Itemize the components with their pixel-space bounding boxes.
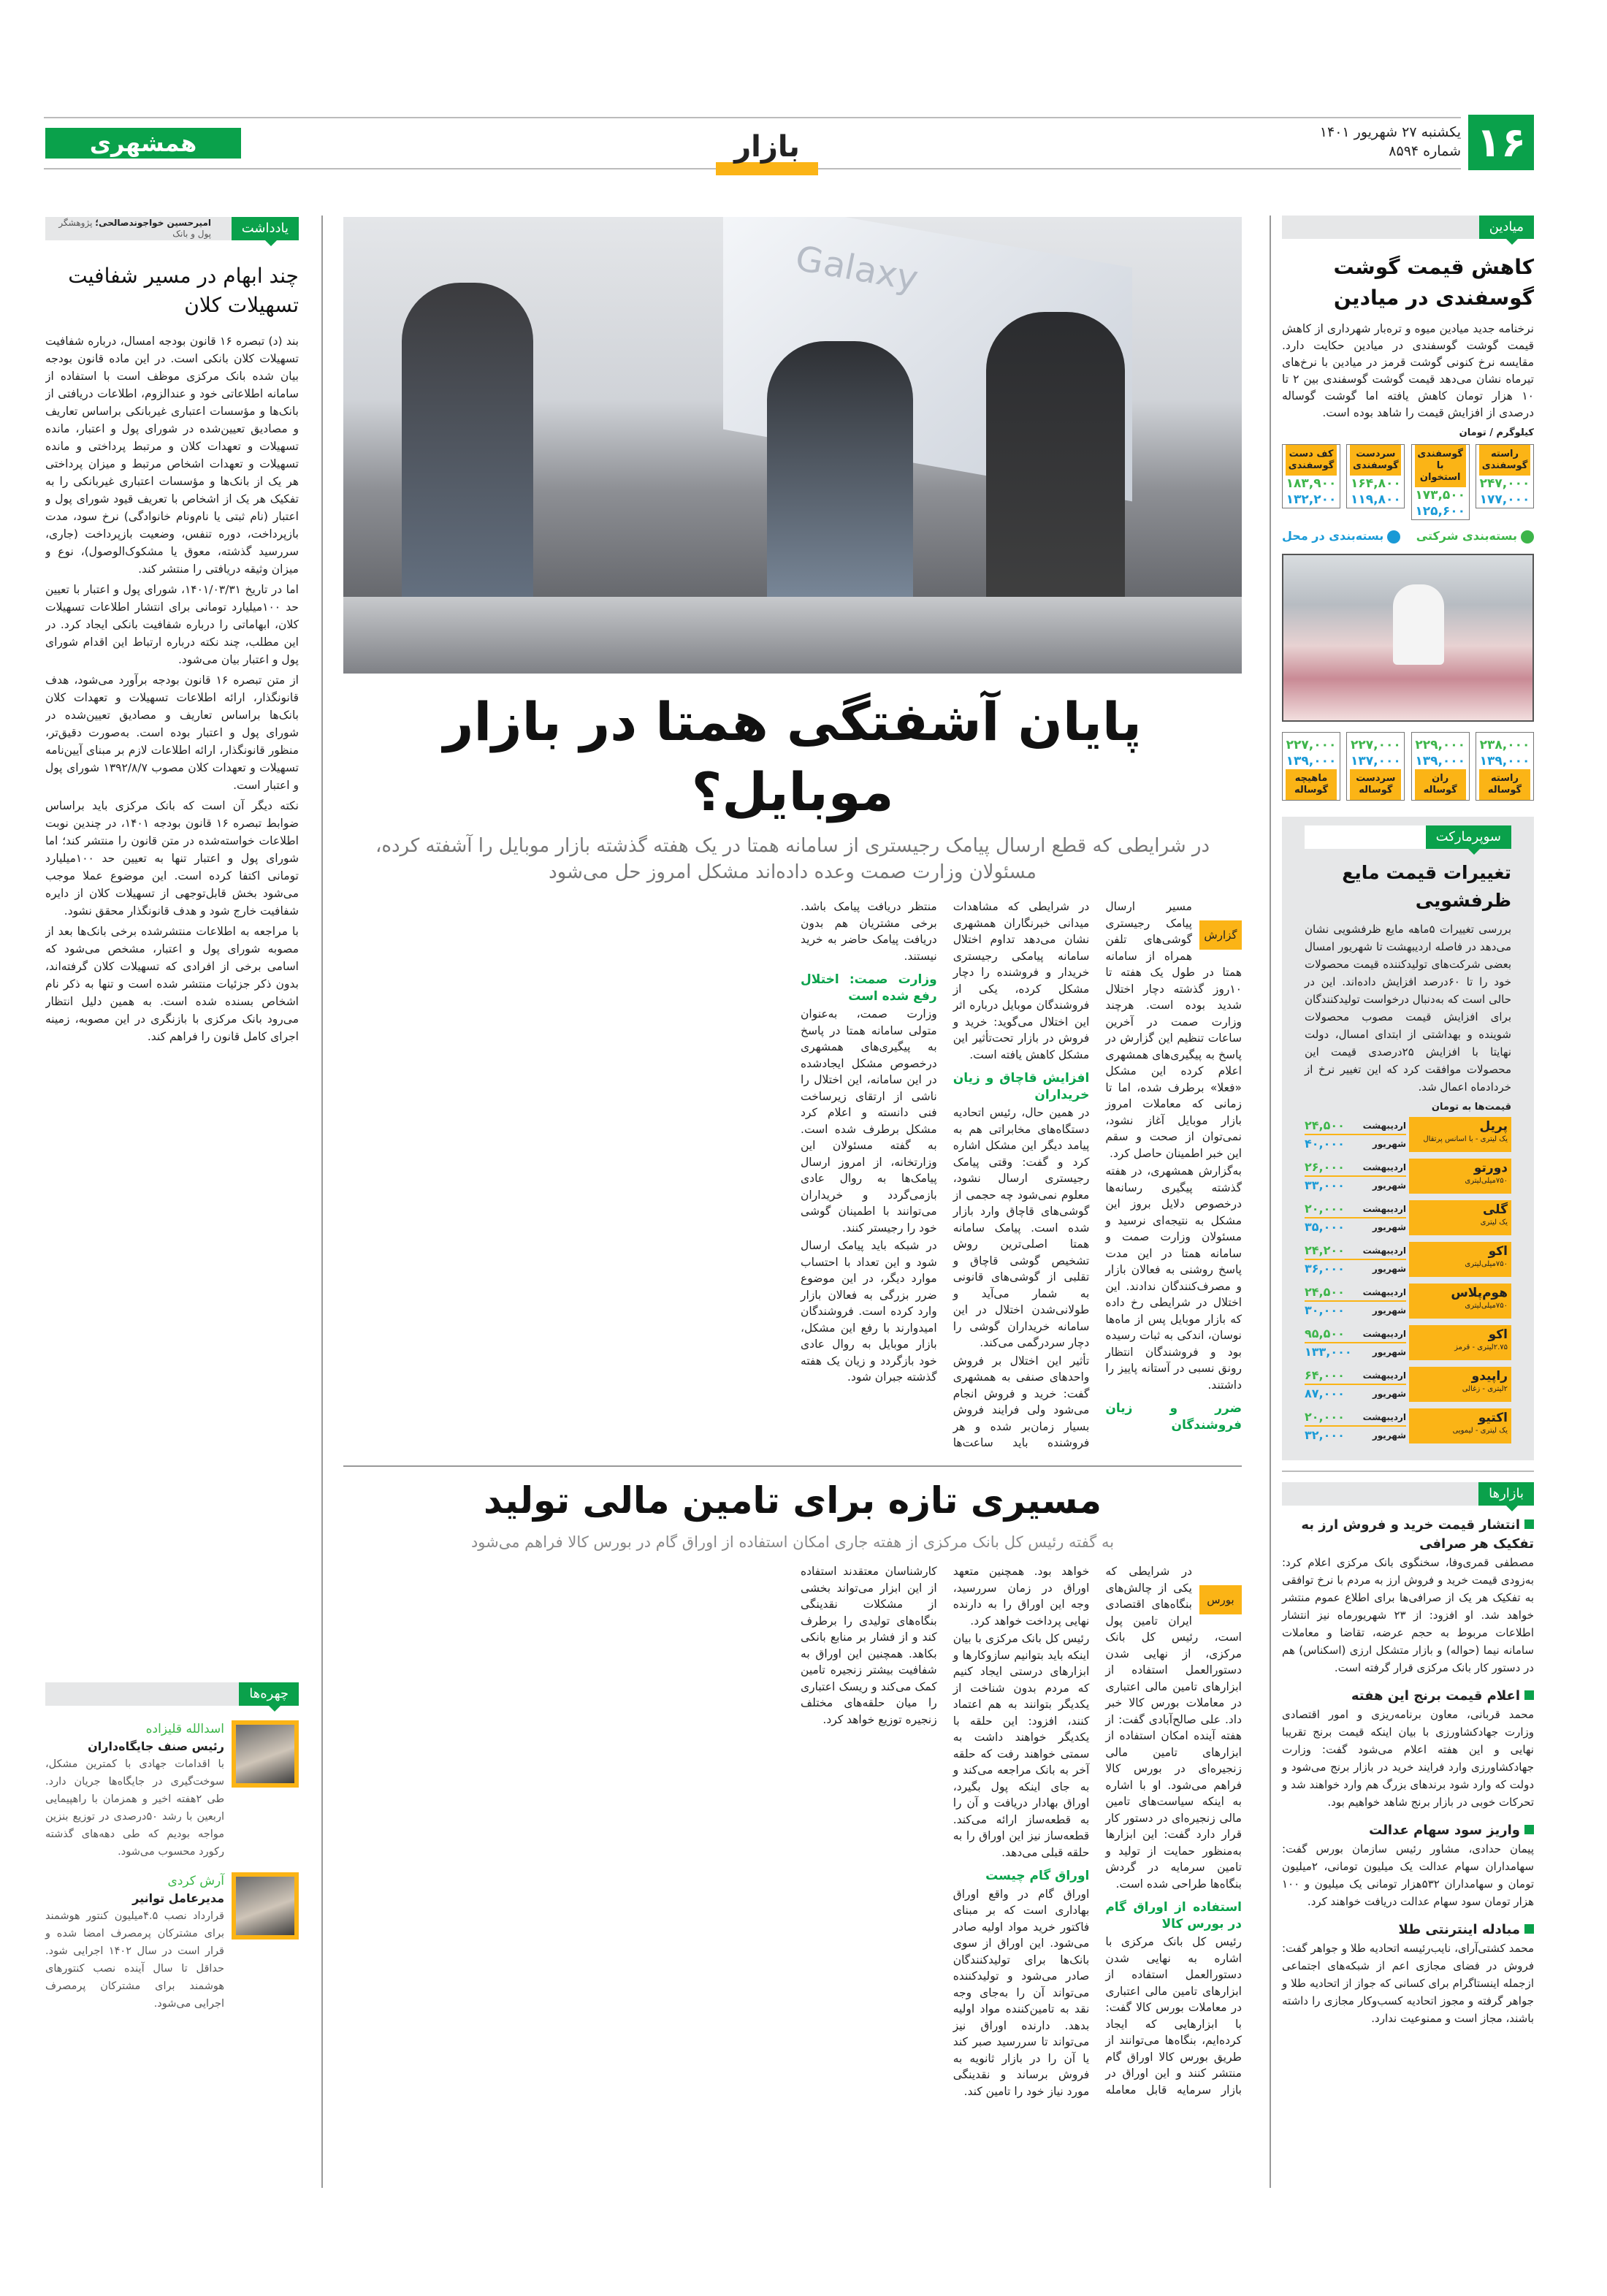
month-before-label: اردیبهشت [1362,1328,1406,1339]
supermarket-row [1305,1367,1511,1402]
miadin-intro: نرخنامه جدید میادین میوه و تره‌بار شهرداری از کاهش قیمت گوشت گوسفندی در میادین حکایت دارد. مقایسه نرخ کنونی گوشت قرمز در میادین با نرخ‌های تیرماه نشان می‌دهد قیمت گوشت گوسفندی بین ۲ تا ۱۰ هزار تومان کاهش یافته اما گوشت گوساله درصدی از افزایش قیمت را شاهد بوده است. [1282,322,1534,419]
product-brand: اکتیو [1478,1411,1508,1425]
supermarket-row [1305,1117,1511,1152]
center-column [343,687,1242,2104]
lamb-price-box [1476,444,1534,508]
price-after: ۳۳,۰۰۰ [1305,1178,1345,1192]
second-article-title: مسیری تازه برای تامین مالی تولید [483,1479,1102,1522]
issue-date: یکشنبه ۲۷ شهریور ۱۴۰۱ [1319,124,1461,140]
header-top-rule [44,117,1461,118]
product-brand: اکو [1488,1244,1508,1259]
main-article-paragraph: وزارت صمت، به‌عنوان متولی سامانه همتا در پاسخ به پیگیری‌های همشهری درخصوص مشکل ایجادشده در این سامانه، این اختلال را ناشی از ارتقای زیرساخت فنی دانسته و اعلام کرد مشکل برطرف شده است. به گفته مسئولان این وزارتخانه، از امروز ارسال پیامک‌ها به روال عادی بازمی‌گردد و خریداران می‌توانند با اطمینان گوشی خود را رجیستر کنند. [801,1007,937,1235]
green-square-icon [1524,1519,1534,1529]
product-brand: گلی [1482,1202,1508,1217]
month-before-label: اردیبهشت [1362,1370,1406,1381]
supermarket-row [1305,1200,1511,1235]
lamb-cut-label: سردست گوسفندی [1350,445,1401,476]
product-brand: راپیدو [1471,1369,1508,1384]
supermarket-unit: قیمت‌ها به تومان [1431,1102,1511,1113]
section-underline [716,162,818,175]
price-after: ۸۷,۰۰۰ [1305,1387,1345,1400]
main-article-body [343,899,1242,1454]
price-before: ۲۴,۵۰۰ [1305,1118,1345,1132]
market-news-text: محمد قربانی، معاون برنامه‌ریزی و امور اقتصادی وزارت جهادکشاورزی با بیان اینکه قیمت برنج تقریبا نهایی و این هفته اعلام می‌شود گفت: وزارت جهادکشاورزی وارد فرایند خرید در بازار برنج می‌شود و دولت که وارد شود برندهای بزرگ هم وارد خواهند شد و تحرکات خوبی در بازار برنج شاهد خواهیم بود. [1282,1708,1534,1809]
product-brand-box [1409,1367,1511,1402]
second-article-subheading: اوراق گام چیست [985,1869,1090,1883]
market-news-item [1282,1921,1534,2027]
person-name: آرش کردی [167,1874,224,1888]
price-values [1305,1242,1406,1277]
company-price: ۲۲۹,۰۰۰ [1415,738,1466,752]
veal-cut-label: ماهیچه گوساله [1286,769,1337,800]
price-after-line [1305,1427,1406,1443]
green-square-icon [1524,1825,1534,1834]
second-article-subheading: استفاده از اوراق گام در بورس کالا [1105,1900,1242,1931]
second-article-paragraph: رئیس کل بانک مرکزی با بیان اینکه باید بتوانیم سازوکارها و ابزارهای درستی ایجاد کنیم که مردم بدون شناخت از یکدیگر بتوانند به هم اعتماد کنند، افزود: این حلقه با یکدیگر خواهند داشت به سمتی خواهند رفت که حلقه آخر به بانک مراجعه می‌کند و به جای اینکه پول بگیرد، اوراق بهادار دریافت و آن را به قطعه‌ساز ارائه می‌کند. قطعه‌ساز نیز این اوراق را به حلقه قبلی می‌دهد. [953,1632,1090,1859]
month-before-label: اردیبهشت [1362,1162,1406,1172]
product-brand: دورتو [1473,1161,1508,1175]
second-article-paragraph: کارشناسان معتقدند استفاده از این ابزار می‌تواند بخشی از مشکلات نقدینگی بنگاه‌های تولیدی را برطرف کند و از فشار بر منابع بانکی بکاهد. همچنین این اوراق به شفافیت بیشتر زنجیره تامین کمک می‌کند و ریسک اعتباری را میان حلقه‌های مختلف زنجیره توزیع خواهد کرد. [801,1565,937,1726]
supermarket-row [1305,1325,1511,1360]
markets-tag: بازارها [1478,1482,1534,1506]
second-article-paragraph: اوراق گام در واقع اوراق بهاداری است که بر مبنای فاکتور خرید مواد اولیه صادر می‌شود. این اوراق از سوی بانک‌ها برای تولیدکنندگان صادر می‌شود و تولیدکننده می‌تواند آن را به‌جای وجه نقد به تامین‌کننده مواد اولیه بدهد. دارنده اوراق نیز می‌تواند تا سررسید صبر کند یا آن را در بازار ثانویه به فروش برساند و نقدینگی مورد نیاز خود را تامین کند. [953,1887,1090,2098]
price-after-line [1305,1385,1406,1402]
person-entry [45,1720,299,1861]
price-after-line [1305,1302,1406,1319]
price-after: ۴۰,۰۰۰ [1305,1137,1345,1151]
section-label: بازار [734,130,800,164]
local-price: ۱۳۹,۰۰۰ [1415,754,1466,768]
price-before: ۹۵,۵۰۰ [1305,1327,1345,1340]
veal-price-box [1411,732,1470,801]
lamb-price-box [1411,444,1470,520]
veal-price-box [1346,732,1405,801]
main-article-tag: گزارش [1199,920,1242,950]
newspaper-logo: همشهری [45,128,241,159]
person-name: اسدالله قلیزاده [145,1722,224,1736]
market-news-text: مصطفی قمری‌وفا، سخنگوی بانک مرکزی اعلام کرد: به‌زودی قیمت خرید و فروش ارز به مردم با نرخ توافقی به تفکیک هر یک از صرافی‌ها برای اطلاع عموم منتشر خواهد شد. او افزود: از ۲۳ شهریورماه نیز انتشار اطلاعات مربوط به حجم عرضه، تقاضا و معاملات سامانه نیما (حواله) و بازار متشکل ارزی (اسکناس) هم در دستور کار بانک مرکزی قرار گرفته است. [1282,1556,1534,1674]
main-article-paragraph: به‌گزارش همشهری، در هفته گذشته پیگیری رسانه‌ها درخصوص دلایل بروز این مشکل به نتیجه‌ای نرسید و مسئولان وزارت صمت و سامانه همتا در این مدت پاسخ روشنی به فعالان بازار و مصرف‌کنندگان ندادند. این اختلال در شرایطی رخ داده که بازار موبایل پس از ماه‌ها نوسان، اندکی به ثبات رسیده بود و فروشندگان انتظار رونق نسبی در آستانه پاییز را داشتند. [1105,1164,1242,1392]
price-before: ۲۰,۰۰۰ [1305,1202,1345,1216]
markets-rule [1282,1471,1534,1472]
faces-tag: چهره‌ها [239,1682,299,1706]
company-price: ۱۸۳,۹۰۰ [1286,476,1337,491]
market-news-title-text: واریز سود سهام عدالت [1369,1823,1520,1838]
veal-cut-label: سردست گوساله [1350,769,1401,800]
price-values [1305,1367,1406,1402]
local-price: ۱۲۵,۶۰۰ [1415,504,1466,519]
main-article-subheading: افزایش قاچاق و زیان خریداران [953,1071,1090,1102]
product-description: ۷۵۰میلی‌لیتری [1465,1177,1508,1185]
legend-local-label: بسته‌بندی در محل [1282,529,1384,543]
month-before-label: اردیبهشت [1362,1411,1406,1422]
note-tag: یادداشت [232,217,299,240]
product-brand-box [1409,1117,1511,1152]
price-values [1305,1200,1406,1235]
price-before-line [1305,1408,1406,1427]
supermarket-tag-bar [1305,825,1511,849]
markets-tag-bar [1282,1482,1534,1506]
note-author-role: پژوهشگر پول و بانک [58,218,211,239]
price-after-line [1305,1343,1406,1360]
legend-company-label: بسته‌بندی شرکتی [1416,529,1517,543]
main-article-paragraph: مسیر ارسال پیامک رجیستری گوشی‌های تلفن همراه از سامانه همتا در طول یک هفته تا ۱۰روز گذشته دچار اختلال شدید بوده است. هرچند وزارت صمت در آخرین ساعات تنظیم این گزارش در پاسخ به پیگیری‌های همشهری اعلام کرده این مشکل «فعلا» برطرف شده، اما تا زمانی که معاملات امروز بازار موبایل آغاز نشود، نمی‌توان از صحت و سقم این خبر اطمینان حاصل کرد. [1105,900,1242,1160]
note-byline [48,218,211,240]
market-news-title-text: اعلام قیمت برنج این هفته [1351,1688,1520,1704]
main-article-paragraph: تأثیر این اختلال بر فروش واحدهای صنفی به همشهری گفت: خرید و فروش انجام می‌شود ولی فرایند فروش بسیار زمان‌بر شده و هر فروشنده باید ساعت‌ها منتظر دریافت پیامک باشد. برخی مشتریان هم بدون دریافت پیامک حاضر به خرید نیستند. [801,900,1090,1449]
company-price: ۲۴۷,۰۰۰ [1479,476,1530,491]
main-article-paragraph: در همین حال، رئیس اتحادیه دستگاه‌های مخابراتی هم به پیامد دیگر این مشکل اشاره کرد و گفت: وقتی پیامک رجیستری ارسال نشود، معلوم نمی‌شود چه حجمی از گوشی‌های قاچاق وارد بازار شده است. پیامک سامانه همتا اصلی‌ترین روش تشخیص گوشی قاچاق و تقلبی از گوشی‌های قانونی به شمار می‌آید و طولانی‌شدن اختلال در این سامانه خریداران گوشی را دچار سردرگمی می‌کند. [953,1106,1090,1349]
product-brand-box [1409,1408,1511,1443]
person-role: مدیرعامل توانیر [132,1891,224,1905]
market-news-text: پیمان حدادی، مشاور رئیس سازمان بورس گفت: سهامداران سهام عدالت یک میلیون تومانی، ۲میلیون تومان و سهامداران ۵۳۲هزار تومانی یک میلیون و ۱۰۰ هزار تومان سود سهام عدالت دریافت خواهند کرد. [1282,1842,1534,1908]
note-body [45,332,299,1647]
legend-local [1282,527,1400,545]
note-title: چند ابهام در مسیر شفافیت تسهیلات کلان [68,264,299,317]
price-before-line [1305,1367,1406,1385]
price-before-line [1305,1284,1406,1302]
product-brand: پریل [1479,1119,1508,1134]
person-photo [232,1720,299,1788]
market-news-title [1282,1687,1534,1706]
product-description: یک لیتری - با اسانس پرتقال [1423,1135,1508,1143]
second-article-paragraph: رئیس کل بانک مرکزی با اشاره به نهایی شدن دستورالعمل استفاده از ابزارهای تامین مالی اعتباری در معاملات بورس کالا گفت: با ابزارهایی که ایجاد کرده‌ایم، بنگاه‌ها می‌توانند از طریق بورس کالا اوراق گام منتشر کنند و این اوراق در بازار سرمایه قابل معامله خواهد بود. همچنین متعهد اوراق در زمان سررسید، وجه این اوراق را به دارنده نهایی پرداخت خواهد کرد. [953,1565,1242,2097]
veal-price-boxes [1282,732,1534,801]
second-article-tag: بورس [1199,1585,1242,1614]
product-brand: اکو [1488,1327,1508,1342]
issue-info [1256,123,1461,161]
lamb-price-box [1282,444,1340,508]
supermarket-tag: سوپرمارکت [1426,825,1511,849]
product-description: ۷۵۰میلی‌لیتری [1465,1260,1508,1268]
market-news-title-text: مبادله اینترنتی طلا [1398,1922,1520,1937]
lamb-price-boxes [1282,444,1534,520]
product-description: یک لیتری - لیمویی [1452,1427,1508,1435]
product-description: یک لیتری [1480,1218,1508,1227]
miadin-title: کاهش قیمت گوشت گوسفندی در میادین [1333,255,1534,310]
company-price: ۲۲۷,۰۰۰ [1286,738,1337,752]
column-divider-right [1270,216,1271,2188]
note-tag-bar [45,217,299,240]
price-values [1305,1284,1406,1319]
local-price: ۱۳۷,۰۰۰ [1350,754,1401,768]
second-article-paragraph: در شرایطی که یکی از چالش‌های بنگاه‌های اقتصادی ایران تامین پول است، رئیس کل بانک مرکزی، از نهایی شدن دستورالعمل استفاده از ابزارهای تامین مالی اعتباری در معاملات بورس کالا خبر داد. علی صالح‌آبادی گفت: از هفته آینده امکان استفاده از ابزارهای تامین مالی زنجیره‌ای در بورس کالا فراهم می‌شود. او با اشاره به اینکه سیاست‌های تامین مالی زنجیره‌ای در دستور کار قرار دارد گفت: این ابزارها به‌منظور حمایت از تولید و تامین سرمایه در گردش بنگاه‌ها طراحی شده است. [1105,1565,1242,1891]
second-article-subtitle: به گفته رئیس کل بانک مرکزی از هفته جاری امکان استفاده از اوراق گام در بورس کالا فراهم می‌شود [470,1533,1115,1551]
local-price: ۱۳۲,۲۰۰ [1286,492,1337,507]
price-after-line [1305,1260,1406,1277]
market-news-title [1282,1516,1534,1554]
price-before-line [1305,1117,1406,1135]
section-title [716,130,818,175]
month-before-label: اردیبهشت [1362,1203,1406,1214]
main-article-subheading: وزارت صمت: اختلال رفع شده است [801,972,937,1004]
legend-company [1416,527,1534,545]
veal-cut-label: ران گوساله [1415,769,1466,800]
company-price: ۲۳۸,۰۰۰ [1479,738,1530,752]
column-divider-left [321,216,323,2188]
green-dot-icon [1521,530,1534,544]
person-card [45,1720,224,1861]
person-role: رئیس صنف جایگاه‌داران [88,1739,224,1753]
veal-cut-label: راسته گوساله [1479,769,1530,800]
main-article-title: پایان آشفتگی همتا در بازار موبایل؟ [443,691,1142,823]
price-before: ۲۴,۲۰۰ [1305,1243,1345,1257]
green-square-icon [1524,1690,1534,1700]
person-quote: قرارداد نصب ۴.۵میلیون کنتور هوشمند برای مشترکان پرمصرف امضا شده و قرار است در سال ۱۴۰۲ اجرایی شود. حداقل تا سال آینده نصب کنتورهای هوشمند برای مشترکان پرمصرف اجرایی می‌شود. [45,1910,224,2010]
price-after: ۳۲,۰۰۰ [1305,1428,1345,1442]
local-price: ۱۱۹,۸۰۰ [1350,492,1401,507]
month-after-label: شهریور [1372,1346,1406,1357]
market-news-item [1282,1821,1534,1910]
product-description: ۷۵۰میلی‌لیتری [1465,1302,1508,1310]
second-article-body [343,1563,1242,2104]
main-article-subtitle: در شرایطی که قطع ارسال پیامک رجیستری از سامانه همتا در یک هفته گذشته بازار موبایل را آشفته کرده، مسئولان وزارت صمت وعده داده‌اند مشکل امروز حل می‌شود [375,835,1210,883]
product-brand-box [1409,1200,1511,1235]
markets-news-list [1282,1506,1534,2027]
price-before-line [1305,1159,1406,1177]
supermarket-intro: بررسی تغییرات ۵ماهه مایع ظرفشویی نشان می‌دهد در فاصله اردیبهشت تا شهریور امسال بعضی شرکت‌های تولیدکننده قیمت محصولات خود را تا ۶۰درصد افزایش داده‌اند. این در حالی است که به‌دنبال درخواست تولیدکنندگان برای افزایش قیمت مصوب محصولات شوینده و بهداشتی از ابتدای امسال، دولت نهایتا با افزایش ۲۵درصدی قیمت این محصولات موافقت کرد که این تغییر نرخ از خردادماه اعمال شد. [1305,923,1512,1094]
month-before-label: اردیبهشت [1362,1120,1406,1131]
supermarket-row [1305,1159,1511,1194]
price-after: ۳۶,۰۰۰ [1305,1262,1345,1275]
price-after-line [1305,1177,1406,1194]
issue-number: شماره ۸۵۹۴ [1389,143,1461,159]
price-before: ۲۶,۰۰۰ [1305,1160,1345,1174]
price-after: ۳۵,۰۰۰ [1305,1220,1345,1234]
company-price: ۲۲۷,۰۰۰ [1350,738,1401,752]
product-description: ۲لیتری - زغالی [1462,1385,1508,1393]
main-article-subheading: ضرر و زیان فروشندگان [1105,1401,1242,1433]
month-before-label: اردیبهشت [1362,1245,1406,1256]
display-counter [343,597,1242,674]
blue-dot-icon [1387,530,1400,544]
supermarket-row [1305,1242,1511,1277]
person-photo [232,1872,299,1940]
price-before: ۲۰,۰۰۰ [1305,1410,1345,1424]
supermarket-price-list [1305,1117,1511,1443]
month-after-label: شهریور [1372,1138,1406,1149]
supermarket-row [1305,1284,1511,1319]
product-description: ۲.۷۵لیتری - قرمز [1454,1343,1508,1351]
faces-list [45,1720,299,2024]
market-news-title [1282,1821,1534,1840]
price-after-line [1305,1218,1406,1235]
company-price: ۱۶۴,۸۰۰ [1350,476,1401,491]
veal-price-box [1282,732,1340,801]
miadin-tag-bar [1282,216,1534,239]
person-quote: با اقدامات جهادی با کمترین مشکل، سوخت‌گیری در جایگاه‌ها جریان دارد. طی ۲هفته اخیر و همزمان با راهپیمایی اربعین با رشد ۵۰درصدی در توزیع بنزین مواجه بودیم که طی دهه‌های گذشته رکورد محسوب می‌شود. [45,1758,224,1858]
price-after: ۳۰,۰۰۰ [1305,1303,1345,1317]
butcher-figure [1393,584,1444,665]
month-before-label: اردیبهشت [1362,1286,1406,1297]
person-entry [45,1872,299,2013]
note-paragraph: نکته دیگر آن است که بانک مرکزی باید براساس ضوابط تبصره ۱۶ قانون بودجه ۱۴۰۱، در چندین نوبت اطلاعات خواسته‌شده در متن قانون را منتشر کند؛ اما شورای پول و اعتبار تنها به تعیین حد ۱۰۰میلیارد تومانی اکتفا کرده است. این موضوع عملا موجب می‌شود بخش قابل‌توجهی از تسهیلات کلان از دایره شفافیت خارج شود و هدف قانونگذار محقق نشود. [45,799,299,918]
local-price: ۱۳۹,۰۰۰ [1479,754,1530,768]
mobile-store-photo [343,217,1242,674]
supermarket-panel [1282,817,1534,1460]
product-brand-box [1409,1284,1511,1319]
galaxy-banner-text: Galaxy [796,237,918,300]
product-brand-box [1409,1325,1511,1360]
market-news-title [1282,1921,1534,1940]
price-values [1305,1159,1406,1194]
month-after-label: شهریور [1372,1388,1406,1399]
month-after-label: شهریور [1372,1430,1406,1441]
note-paragraph: اما در تاریخ ۱۴۰۱/۰۳/۳۱، شورای پول و اعتبار با تعیین حد ۱۰۰میلیارد تومانی برای انتشار اطلاعات تسهیلات کلان، ابهاماتی را درباره شفافیت بانکی ایجاد کرد. در این مطلب، چند نکته درباره ارتباط این اقدام شورای پول و اعتبار بیان می‌شود. [45,583,299,666]
price-before-line [1305,1242,1406,1260]
lamb-cut-label: کف دست گوسفندی [1286,445,1337,476]
market-news-item [1282,1687,1534,1811]
lamb-cut-label: گوسفندی با استخوان [1415,445,1466,487]
article-separator [343,1465,1242,1467]
miadin-tag: میادین [1479,216,1534,239]
product-brand-box [1409,1242,1511,1277]
market-news-item [1282,1516,1534,1677]
supermarket-title: تغییرات قیمت مایع ظرفشویی [1342,862,1511,911]
lamb-cut-label: راسته گوسفندی [1479,445,1530,476]
note-paragraph: با مراجعه به اطلاعات منتشرشده برخی بانک‌ها بعد از مصوبه شورای پول و اعتبار، مشخص می‌شود که اسامی برخی از افرادی که تسهیلات کلان گرفته‌اند، بدون ذکر جزئیات منتشر شده است و تنها به ذکر نام اشخاص بسنده شده است. به همین دلیل انتظار می‌رود بانک مرکزی با بازنگری در این مصوبه، زمینه اجرای کامل قانون را فراهم کند. [45,925,299,1043]
supermarket-row [1305,1408,1511,1443]
month-after-label: شهریور [1372,1180,1406,1191]
note-author: امیرحسین خواجوندصالحی؛ [95,218,211,228]
veal-price-box [1476,732,1534,801]
month-after-label: شهریور [1372,1305,1406,1316]
right-column [1282,216,1534,2027]
company-price: ۱۷۳,۵۰۰ [1415,488,1466,503]
price-before: ۶۴,۰۰۰ [1305,1368,1345,1382]
product-brand: هوم‌پلاس [1451,1286,1508,1300]
price-values [1305,1325,1406,1360]
month-after-label: شهریور [1372,1221,1406,1232]
month-after-label: شهریور [1372,1263,1406,1274]
price-values [1305,1117,1406,1152]
person-card [45,1872,224,2013]
green-square-icon [1524,1924,1534,1934]
price-before-line [1305,1325,1406,1343]
page-number: ۱۶ [1468,115,1534,170]
miadin-unit: کیلوگرم / تومان [1459,427,1534,438]
main-article-paragraph: در شرایطی که مشاهدات میدانی خبرنگاران همشهری نشان می‌دهد تداوم اختلال سامانه پیامکی رجیستری خریدار و فروشنده را دچار مشکل کرده، یکی از فروشندگان موبایل درباره اثر این اختلال می‌گوید: خرید و فروش در بازار تحت‌تأثیر این مشکل کاهش یافته است. [953,900,1090,1061]
note-paragraph: از متن تبصره ۱۶ قانون بودجه برآورد می‌شود، هدف قانونگذار، ارائه اطلاعات تسهیلات و تعهدات کلان بانک‌ها براساس تعاریف و مصادیق تعیین‌شده در شورای پول و اعتبار بوده است. به‌صورت دقیق‌تر، منظور قانونگذار، ارائه اطلاعات لازم بر مبنای آیین‌نامه تسهیلات و تعهدات کلان مصوب ۱۳۹۲/۸/۷ شورای پول و اعتبار است. [45,674,299,792]
faces-tag-bar [45,1682,299,1706]
main-article-paragraph: در شبکه باید پیامک ارسال شود و این تعداد با احتساب موارد دیگر، در این موضوع ضرر بزرگی به فعالان بازار وارد کرده است. فروشندگان امیدوارند با رفع این مشکل، بازار موبایل به روال عادی خود بازگردد و زیان یک هفته گذشته جبران شود. [801,1239,937,1384]
local-price: ۱۳۹,۰۰۰ [1286,754,1337,768]
price-before: ۲۴,۵۰۰ [1305,1285,1345,1299]
price-after-line [1305,1135,1406,1152]
note-paragraph: بند (د) تبصره ۱۶ قانون بودجه امسال، درباره شفافیت تسهیلات کلان بانکی است. در این ماده قانون بودجه بیان شده بانک مرکزی موظف است با استفاده از سامانه اطلاعاتی خود و عندالزوم، اطلاعات دریافتی از بانک‌ها و مؤسسات اعتباری غیربانکی براساس تعاریف و مصادیق تعیین‌شده در شورای پول و اعتبار، مانده تسهیلات و تعهدات کلان و مرتبط پرداختی و مانده تسهیلات و تعهدات اشخاص مرتبط و میزان پرداختی هر یک از بانک‌ها و مؤسسات اعتباری غیربانکی را به تفکیک هر یک از اشخاص با تعریف قیود شورای پول و اعتبار (نام ثبتی یا نام‌ونام خانوادگی) نرخ سود، مدت بازپرداخت، دوره تنفس، وضعیت بازپرداخت (جاری، سررسید گذشته، معوق یا مشکوک‌الوصول)، نوع و میزان وثیقه دریافتی را منتشر کند. [45,335,299,576]
local-price: ۱۷۷,۰۰۰ [1479,492,1530,507]
market-news-title-text: انتشار قیمت خرید و فروش ارز به تفکیک هر صرافی [1301,1517,1534,1552]
product-brand-box [1409,1159,1511,1194]
miadin-legend [1282,527,1534,545]
market-news-text: محمد کشتی‌آرای، نایب‌رئیسه اتحادیه طلا و جواهر گفت: فروش در فضای مجازی اعم از شبکه‌های اجتماعی ازجمله اینستاگرام برای کسانی که جواز از اتحادیه طلا و جواهر گرفته و مجوز اتحادیه کسب‌وکار مجازی را داشته باشند، مجاز است و ممنوعیت ندارد. [1282,1942,1534,2025]
price-values [1305,1408,1406,1443]
lamb-price-box [1346,444,1405,508]
price-before-line [1305,1200,1406,1218]
price-after: ۱۳۳,۰۰۰ [1305,1345,1352,1359]
butcher-photo [1282,554,1534,722]
